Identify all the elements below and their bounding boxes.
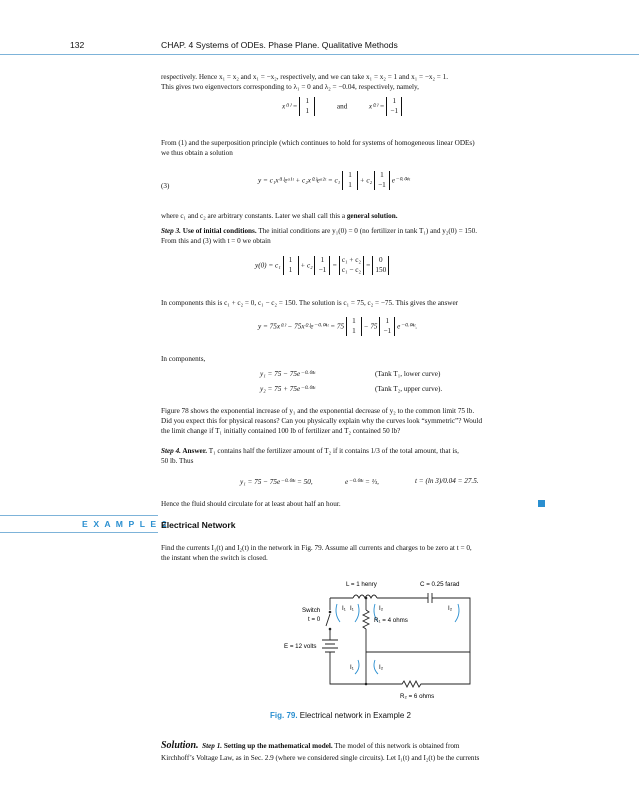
battery-label: E = 12 volts — [284, 643, 317, 650]
example-label: E X A M P L E 2 — [82, 519, 169, 529]
para3-line1: where c₁ and c₂ are arbitrary constants. Later we shall call this a general solution. — [161, 212, 398, 220]
i1-arrow-mid — [355, 604, 359, 622]
i2-label-right: I₂ — [448, 605, 453, 612]
figure-caption: Fig. 79. Electrical network in Example 2 — [270, 711, 411, 720]
components-intro: In components, — [161, 355, 206, 363]
example-rule-top — [0, 515, 158, 516]
switch-arm — [326, 614, 330, 626]
battery-plates — [322, 640, 338, 652]
solution-line2: Kirchhoff’s Voltage Law, as in Sec. 2.9 (where we considered single circuits). Let I₁(t) and I₂(t) be the currents — [161, 754, 480, 762]
eigvec-x1-label: x⁽¹⁾ = — [282, 102, 298, 111]
initial-condition-equation — [255, 256, 389, 275]
para1-line2: This gives two eigenvectors corresponding to λ₁ = 0 and λ₂ = −0.04, respectively, namely, — [161, 83, 419, 91]
para5-line1: Figure 78 shows the exponential increase of y₁ and the exponential decrease of y₂ to the common limit 75 lb. — [161, 407, 475, 415]
y1-note: (Tank T₁, lower curve) — [375, 370, 441, 378]
junction-bottom — [365, 683, 368, 686]
wire-left-bottom — [330, 652, 366, 684]
para1-line1: respectively. Hence x₁ = x₂ and x₁ = −x₂, respectively, and we can take x₁ = x₂ = 1 and x₁ = −x₂ = 1. — [161, 73, 449, 81]
para5-line3: the limit change if T₁ initially contained 100 lb of fertilizer and T₂ contained 50 lb? — [161, 427, 401, 435]
switch-time-label: t = 0 — [308, 616, 321, 623]
answer-mid: − 75 — [363, 322, 378, 331]
eq3-vector-1: 1 1 — [342, 171, 358, 190]
r1-label: R₁ = 4 ohms — [374, 617, 408, 624]
eq3-exponential: e⁻⁰·⁰⁴ᵗ — [391, 176, 410, 185]
step4-eq-a: y₁ = 75 − 75e⁻⁰·⁰⁴ᵗ = 50, — [240, 478, 313, 486]
answer-vector-2: 1 −1 — [379, 317, 395, 336]
para7-line1: Hence the fluid should circulate for at least about half an hour. — [161, 500, 341, 508]
circuit-diagram — [270, 574, 485, 702]
eigenvector-equation — [282, 97, 402, 116]
r2-label: R₂ = 6 ohms — [400, 693, 435, 700]
i2-label-mid: I₂ — [379, 605, 384, 612]
eq3-mid: + c₂ — [359, 176, 373, 185]
i1-arrow-left — [336, 604, 340, 622]
eq3-lhs: y = c₁x⁽¹⁾eᵃ¹ᵗ + c₂x⁽²⁾eᵃ²ᵗ = c₁ — [258, 176, 341, 185]
example-title: Electrical Network — [161, 520, 236, 530]
y2-note: (Tank T₂, upper curve). — [375, 385, 443, 393]
eqy0-equals-2: = — [365, 261, 371, 270]
page-number: 132 — [70, 40, 85, 50]
eigvec-1-matrix: 1 1 — [299, 97, 315, 116]
i1-arrow-bottom — [355, 660, 359, 674]
step4-eq-b: e⁻⁰·⁰⁴ᵗ = ⅓, — [345, 478, 379, 486]
capacitor-plates — [428, 593, 432, 603]
para6-line2: 50 lb. Thus — [161, 457, 194, 465]
para6-line1: Step 4. Answer. T₁ contains half the fertilizer amount of T₂ if it contains 1/3 of the total amount, that is, — [161, 447, 459, 455]
para3-line3: From this and (3) with t = 0 we obtain — [161, 237, 271, 245]
i2-arrow-right — [455, 604, 459, 622]
para5-line2: Did you expect this for physical reasons? Can you physically explain why the curves look “symmetric”? Would — [161, 417, 483, 425]
example-rule-bottom — [0, 532, 158, 533]
resistor-r1 — [363, 610, 369, 629]
i1-label-left: I₁ — [342, 605, 346, 612]
capacitor-label: C = 0.25 farad — [420, 581, 460, 588]
header-rule — [0, 54, 639, 55]
chapter-title: CHAP. 4 Systems of ODEs. Phase Plane. Qualitative Methods — [161, 40, 398, 50]
y2-equation: y₂ = 75 + 75e⁻⁰·⁰⁴ᵗ — [260, 385, 316, 393]
end-of-proof-square — [538, 500, 545, 507]
general-solution-equation — [258, 171, 410, 190]
eqy0-mid: + c₂ — [300, 261, 313, 270]
i2-label-bottom: I₂ — [379, 664, 384, 671]
eqy0-vector-1: 1 1 — [283, 256, 299, 275]
inductor-label: L = 1 henry — [346, 581, 377, 588]
eqy0-vector-2: 1 −1 — [314, 256, 330, 275]
answer-vector-1: 1 1 — [346, 317, 362, 336]
eq3-vector-2: 1 −1 — [374, 171, 390, 190]
answer-exponential: e⁻⁰·⁰⁴ᵗ. — [397, 322, 418, 331]
y1-equation: y₁ = 75 − 75e⁻⁰·⁰⁴ᵗ — [260, 370, 316, 378]
answer-equation — [258, 317, 417, 336]
i1-label-mid: I₁ — [350, 605, 354, 612]
para2-line2: we thus obtain a solution — [161, 149, 233, 157]
example-line1: Find the currents I₁(t) and I₂(t) in the network in Fig. 79. Assume all currents and charges to be zero at t = 0, — [161, 544, 472, 552]
switch-contact-bottom — [329, 628, 332, 631]
switch-label: Switch — [302, 607, 321, 614]
example-line2: the instant when the switch is closed. — [161, 554, 268, 562]
para3-line2: Step 3. Use of initial conditions. The initial conditions are y₁(0) = 0 (no fertilizer in tank T₁) and y₂(0) = 150. — [161, 227, 478, 235]
i1-label-bottom: I₁ — [350, 664, 354, 671]
step4-eq-c: t = (ln 3)/0.04 = 27.5. — [415, 477, 479, 485]
eqy0-vector-4: 0 150 — [372, 256, 389, 275]
para4-line1: In components this is c₁ + c₂ = 0, c₁ − c₂ = 150. The solution is c₁ = 75, c₂ = −75. This gives the answer — [161, 299, 459, 307]
solution-line1: Solution. Step 1. Setting up the mathematical model. The model of this network is obtained from — [161, 740, 460, 751]
switch-contact-top — [329, 611, 332, 614]
eqy0-vector-3: c₁ + c₂ c₁ − c₂ — [339, 256, 364, 275]
para2-line1: From (1) and the superposition principle (which continues to hold for systems of homogeneous linear ODEs) — [161, 139, 475, 147]
eqy0-lhs: y(0) = c₁ — [255, 261, 281, 270]
i2-arrow-bottom — [374, 660, 378, 674]
eigvec-x2-label: x⁽²⁾ = — [368, 102, 385, 111]
and-word: and — [336, 102, 348, 111]
eq3-label: (3) — [161, 182, 170, 190]
eigvec-2-matrix: 1 −1 — [386, 97, 402, 116]
answer-lhs: y = 75x⁽¹⁾ − 75x⁽²⁾e⁻⁰·⁰⁴ᵗ = 75 — [258, 322, 345, 331]
eqy0-equals-1: = — [332, 261, 338, 270]
junction-top — [365, 597, 368, 600]
